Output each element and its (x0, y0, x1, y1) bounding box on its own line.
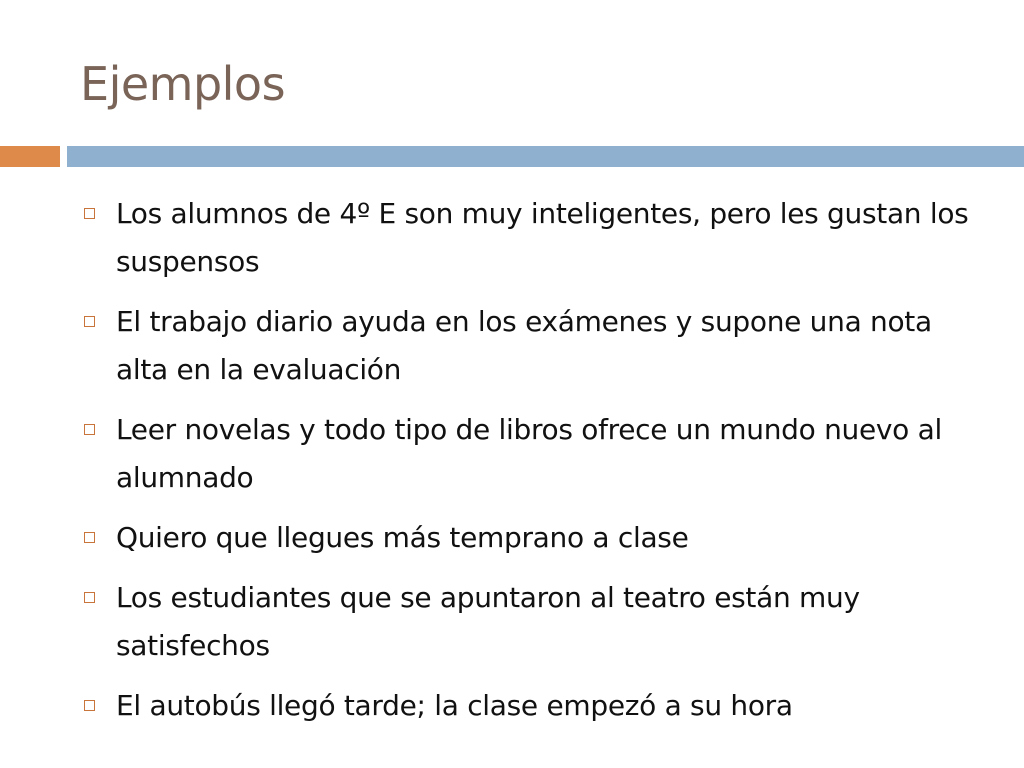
bullet-text: Quiero que llegues más temprano a clase (116, 521, 689, 554)
title-divider-bar (67, 146, 1024, 167)
square-bullet-icon (84, 208, 95, 219)
bullet-text: Leer novelas y todo tipo de libros ofrece un mundo nuevo al alumnado (116, 413, 942, 494)
title-divider-accent (0, 146, 60, 167)
bullet-item (80, 682, 970, 730)
square-bullet-icon (84, 424, 95, 435)
bullet-text: Los estudiantes que se apuntaron al teatro están muy satisfechos (116, 581, 860, 662)
bullet-text: Los alumnos de 4º E son muy inteligentes, pero les gustan los suspensos (116, 197, 969, 278)
bullet-text: El trabajo diario ayuda en los exámenes y supone una nota alta en la evaluación (116, 305, 932, 386)
bullet-item (80, 406, 970, 502)
bullet-item (80, 298, 970, 394)
bullet-list (80, 190, 970, 742)
square-bullet-icon (84, 316, 95, 327)
square-bullet-icon (84, 532, 95, 543)
bullet-item (80, 574, 970, 670)
bullet-text: El autobús llegó tarde; la clase empezó a su hora (116, 689, 793, 722)
bullet-item (80, 514, 970, 562)
square-bullet-icon (84, 700, 95, 711)
slide-title: Ejemplos (80, 57, 286, 111)
square-bullet-icon (84, 592, 95, 603)
bullet-item (80, 190, 970, 286)
